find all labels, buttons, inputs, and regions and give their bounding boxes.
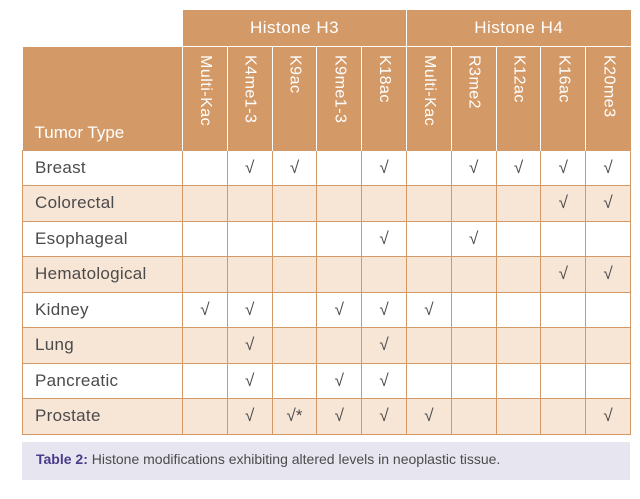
check-cell [183,257,228,293]
column-header [272,46,317,150]
caption-text: Histone modifications exhibiting altered levels in neoplastic tissue. [91,451,501,467]
check-cell: √* [272,399,317,435]
check-cell [317,257,362,293]
check-cell [183,363,228,399]
column-header [183,46,228,150]
group-header-row [23,10,631,46]
corner-cell [23,10,183,46]
column-header-label: R3me2 [465,54,483,109]
check-cell [407,221,452,257]
table-row [23,292,631,328]
column-header [317,46,362,150]
histone-table [22,10,631,435]
check-cell [541,292,586,328]
check-cell: √ [317,292,362,328]
check-cell: √ [362,363,407,399]
check-cell [586,363,631,399]
check-cell [496,363,541,399]
check-cell: √ [362,399,407,435]
column-header [541,46,586,150]
check-cell [183,150,228,186]
column-header-label: Multi-Kac [420,54,438,126]
check-cell [183,328,228,364]
caption-label: Table 2: [36,451,88,467]
tumor-name-cell: Colorectal [23,186,183,222]
table-row [23,186,631,222]
check-cell [451,363,496,399]
tumor-name-cell: Lung [23,328,183,364]
column-header [496,46,541,150]
check-cell [183,186,228,222]
check-cell [496,292,541,328]
check-cell: √ [317,399,362,435]
check-cell: √ [496,150,541,186]
check-cell [272,221,317,257]
check-cell [362,257,407,293]
check-cell [407,150,452,186]
check-cell: √ [586,399,631,435]
table-row [23,399,631,435]
tumor-name-cell: Kidney [23,292,183,328]
check-cell: √ [407,292,452,328]
check-cell [407,363,452,399]
check-cell: √ [362,150,407,186]
check-cell [317,328,362,364]
table-row [23,363,631,399]
check-cell: √ [272,150,317,186]
table-row [23,221,631,257]
check-cell [586,292,631,328]
tumor-name-cell: Pancreatic [23,363,183,399]
table-row [23,257,631,293]
check-cell [272,257,317,293]
check-cell [586,328,631,364]
check-cell [451,328,496,364]
check-cell [541,328,586,364]
tumor-name-cell: Esophageal [23,221,183,257]
check-cell: √ [362,221,407,257]
check-cell [272,186,317,222]
check-cell [541,221,586,257]
check-cell [272,328,317,364]
check-cell [317,221,362,257]
check-cell [496,257,541,293]
check-cell [541,363,586,399]
check-cell: √ [227,292,272,328]
check-cell [586,221,631,257]
check-cell: √ [227,328,272,364]
check-cell [183,221,228,257]
column-header-label: K16ac [555,54,573,103]
check-cell [451,399,496,435]
check-cell [362,186,407,222]
check-cell: √ [183,292,228,328]
check-cell: √ [317,363,362,399]
check-cell: √ [586,150,631,186]
tumor-name-cell: Hematological [23,257,183,293]
check-cell: √ [541,257,586,293]
check-cell [451,257,496,293]
check-cell [407,186,452,222]
check-cell [451,186,496,222]
check-cell [451,292,496,328]
column-header-label: K4me1-3 [241,54,259,123]
tumor-type-header: Tumor Type [23,46,183,150]
check-cell [496,186,541,222]
check-cell [317,150,362,186]
check-cell: √ [407,399,452,435]
column-header [407,46,452,150]
column-header [227,46,272,150]
check-cell: √ [227,399,272,435]
check-cell [183,399,228,435]
check-cell: √ [451,150,496,186]
column-header-row [23,46,631,150]
column-header [586,46,631,150]
table-row [23,328,631,364]
check-cell [496,328,541,364]
check-cell: √ [586,186,631,222]
column-header-label: K9me1-3 [331,54,349,123]
check-cell [496,399,541,435]
group-header-h3: Histone H3 [183,10,407,46]
tumor-name-cell: Prostate [23,399,183,435]
check-cell: √ [586,257,631,293]
check-cell [407,257,452,293]
column-header-label: K12ac [510,54,528,103]
check-cell [272,292,317,328]
table-body [23,150,631,434]
check-cell [407,328,452,364]
check-cell: √ [451,221,496,257]
check-cell: √ [227,150,272,186]
check-cell: √ [362,292,407,328]
check-cell [317,186,362,222]
table-row [23,150,631,186]
check-cell: √ [227,363,272,399]
group-header-h4: Histone H4 [407,10,631,46]
table-caption [22,442,630,480]
check-cell: √ [541,186,586,222]
column-header-label: K18ac [376,54,394,103]
check-cell [496,221,541,257]
column-header-label: K20me3 [600,54,618,118]
check-cell [541,399,586,435]
check-cell [272,363,317,399]
tumor-name-cell: Breast [23,150,183,186]
check-cell: √ [541,150,586,186]
column-header-label: Multi-Kac [196,54,214,126]
column-header [451,46,496,150]
column-header-label: K9ac [286,54,304,93]
check-cell [227,257,272,293]
check-cell [227,186,272,222]
check-cell [227,221,272,257]
column-header [362,46,407,150]
check-cell: √ [362,328,407,364]
